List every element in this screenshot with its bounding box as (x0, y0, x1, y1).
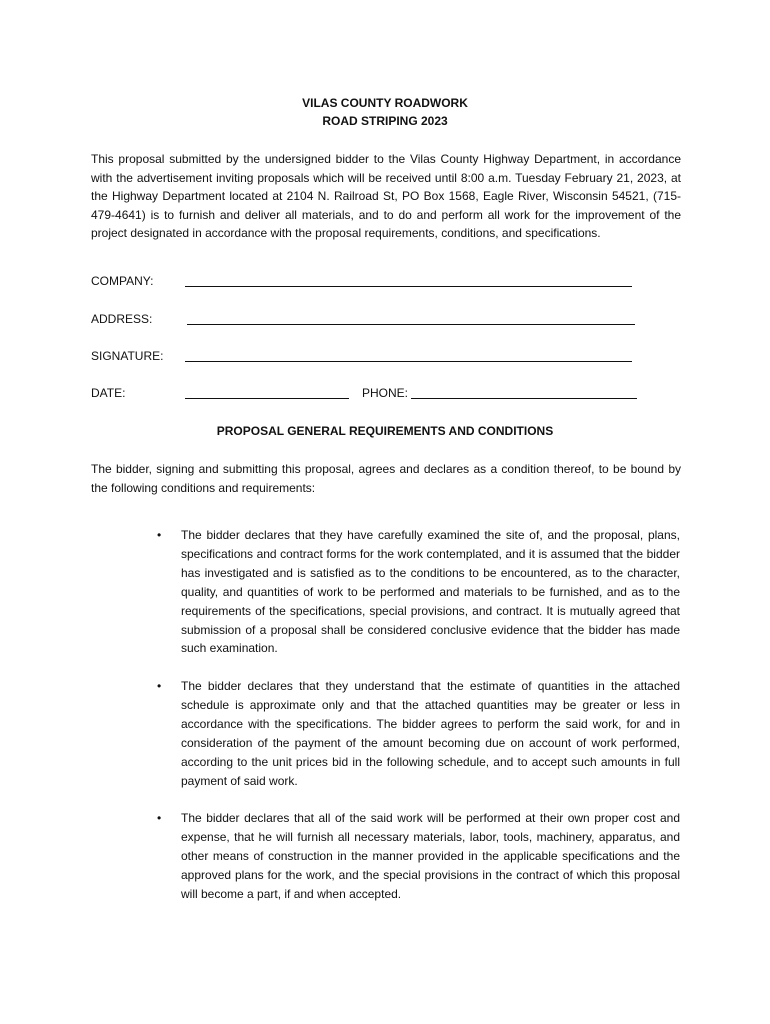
document-title: VILAS COUNTY ROADWORK (302, 96, 468, 110)
signature-field[interactable] (91, 347, 651, 365)
signature-line[interactable] (185, 361, 632, 362)
date-line[interactable] (185, 398, 349, 399)
intro-paragraph: This proposal submitted by the undersigned bidder to the Vilas County Highway Department, in accordance with the advertisement inviting proposals which will be received until 8:00 a.m. Tuesday February 21, 2023, at the Highway Department located at 2104 N. Railroad St, PO Box 1568, Eagle River, Wisconsin 54521, (715-479-4641) is to furnish and deliver all materials, and to do and perform all work for the improvement of the project designated in accordance with the proposal requirements, conditions, and specifications. (91, 152, 681, 241)
list-item: The bidder declares that they understand that the estimate of quantities in the attached schedule is approximate only and that the attached quantities may be greater or less in accordance with the specifications. The bidder agrees to perform the said work, for and in consideration of the payment of the amount becoming due on account of work performed, according to the unit prices bid in the following schedule, and to accept such amounts in full payment of said work. (181, 679, 680, 788)
date-phone-field[interactable] (91, 384, 651, 402)
signature-label: SIGNATURE: (91, 349, 164, 363)
address-line[interactable] (187, 324, 635, 325)
section-heading: PROPOSAL GENERAL REQUIREMENTS AND CONDITIONS (216, 424, 554, 438)
agreement-paragraph: The bidder, signing and submitting this proposal, agrees and declares as a condition thereof, to be bound by the following conditions and requirements: (91, 462, 681, 495)
company-label: COMPANY: (91, 274, 154, 288)
bullet-icon: • (157, 528, 162, 542)
list-item: The bidder declares that they have carefully examined the site of, and the proposal, plans, specifications and contract forms for the work contemplated, and it is assumed that the bidder has investigated and is satisfied as to the conditions to be encountered, as to the character, quality, and quantities of work to be performed and materials to be furnished, and as to the requirements of the specifications, special provisions, and contract. It is mutually agreed that submission of a proposal shall be considered conclusive evidence that the bidder has made such examination. (181, 528, 680, 656)
date-label: DATE: (91, 386, 126, 400)
bullet-icon: • (157, 811, 162, 825)
document-subtitle: ROAD STRIPING 2023 (322, 114, 448, 128)
company-line[interactable] (185, 286, 632, 287)
bullet-icon: • (157, 679, 162, 693)
list-item: The bidder declares that all of the said work will be performed at their own proper cost and expense, that he will furnish all necessary materials, labor, tools, machinery, apparatus, and other means of construction in the manner provided in the applicable specifications and the approved plans for the work, and the special provisions in the contract of which this proposal will become a part, if and when accepted. (181, 811, 680, 901)
phone-line[interactable] (411, 398, 637, 399)
phone-label: PHONE: (362, 386, 409, 400)
company-field[interactable] (91, 272, 651, 290)
address-label: ADDRESS: (91, 312, 153, 326)
address-field[interactable] (91, 310, 651, 328)
